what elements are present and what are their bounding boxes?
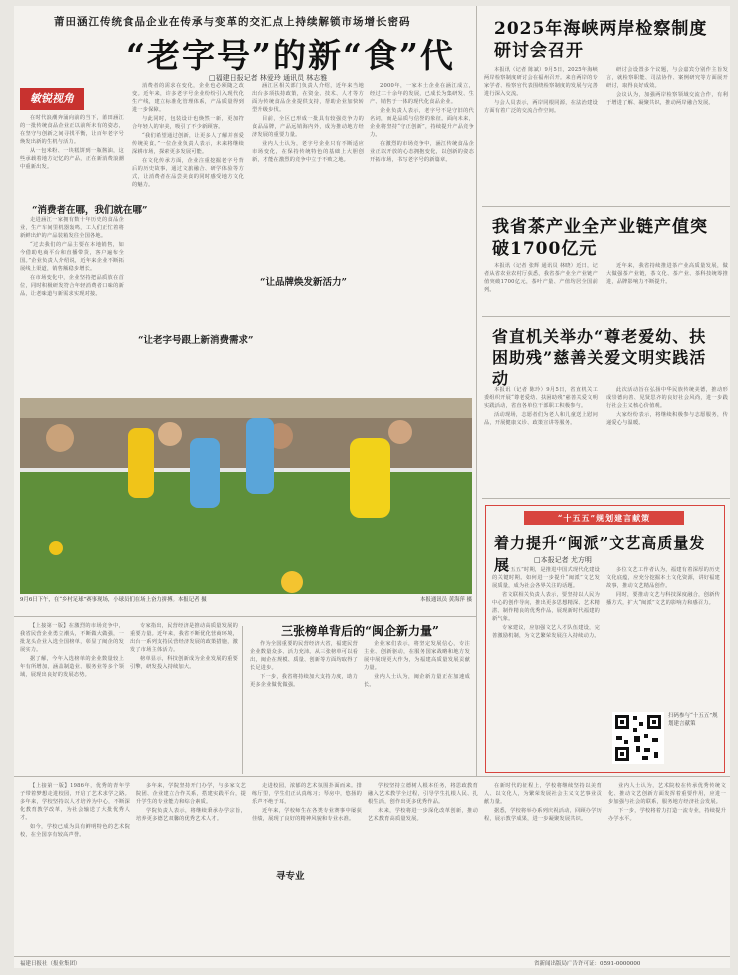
right-story2-title: 我省茶产业全产业链产值突破1700亿元 xyxy=(492,217,708,259)
plan-text-b: 多位文艺工作者认为，福建有着深厚的历史文化底蕴，应充分挖掘本土文化资源，讲好福建故事，推动文艺精品创作。 同时，要推动文艺与科技深度融合，创新传播方式，扩大“闽派”文艺的影响力和感召力。 xyxy=(606,567,720,606)
lead-subhead-2: “让老字号跟上新消费需求” xyxy=(138,335,254,346)
middle-title: 三张榜单背后的“闽企新力量” xyxy=(281,624,439,638)
right-story1-title: 2025年海峡两岸检察制度研讨会召开 xyxy=(494,19,708,61)
right-story1-text-b: 研讨会设置多个议题，与会嘉宾分别作主旨发言，就检察职能、司法协作、案例研究等方面展开研讨，取得良好成效。 会议认为，加强两岸检察领域交流合作，有利于增进了解、凝聚共识，推动两岸融合发展。 xyxy=(606,67,728,106)
lead-subhead-3: “让品牌焕发新活力” xyxy=(260,277,347,288)
lead-text-col3: 涵江区相关部门负责人介绍，近年来当地出台多项扶持政策，在资金、技术、人才等方面为传统食品企业提供支持，帮助企业加快转型升级步伐。 目前，全区已形成一批具有较强竞争力的食品品牌，产品远销海内外，成为推动地方经济发展的重要力量。 业内人士认为，老字号企业只有不断适应市场变化，在保持传统特色的基础上大胆创新，才能在激烈的竞争中立于不败之地。 xyxy=(252,83,364,163)
plan-byline: □本报记者 尤方明 xyxy=(534,556,592,564)
bottom-text-col2: 多年来，学院坚持开门办学，与多家文艺院团、企业建立合作关系，搭建实践平台，提升学生的专业能力和综合素质。 学院负责人表示，将继续秉承办学宗旨，培养更多德艺双馨的优秀艺术人才。 xyxy=(136,783,246,822)
lead-text-col1b: 走进涵江一家拥有数十年历史的食品企业，生产车间里机器轰鸣，工人们正忙着将新鲜出炉的产品装箱发往全国各地。 “过去我们的产品主要在本地销售，如今借助电商平台和直播带货，客户遍布全国。”企业负责人介绍说，近年来企业不断拓展线上渠道，销售额稳步增长。 在市场变化中，企业坚持把品质放在首位，同时积极研发符合年轻消费者口味的新品，让老味道与新需求实现对接。 xyxy=(20,217,124,297)
bottom-text-col3: 走进校园，浓郁的艺术氛围扑面而来。排练厅里，学生们正认真练习；琴房中，悠扬的乐声不绝于耳。 近年来，学校师生在各类专业赛事中屡获佳绩，展现了良好的精神风貌和专业水准。 xyxy=(252,783,362,822)
lead-text-col4: 2000年，一家本土企业在涵江成立，经过二十余年的发展，已成长为集研发、生产、销售于一体的现代化食品企业。 企业负责人表示，老字号不是守旧的代名词，而是品质与信誉的象征。面向未来，企业将坚持“守正创新”，持续提升产品竞争力。 在激烈的市场竞争中，涵江传统食品企业正以开放的心态拥抱变化，以创新的姿态开拓市场，书写老字号的新篇章。 xyxy=(370,83,474,163)
lead-headline: “老字号”的新“食”代 xyxy=(126,36,455,75)
mid-text-col4: 企业家们表示，将坚定发展信心，专注主业、创新驱动，在服务国家战略和地方发展中展现更大作为，为福建高质量发展贡献力量。 业内人士认为，闽企新力量正在加速成长。 xyxy=(364,641,470,688)
bottom-text-col6: 业内人士认为，艺术院校在传承优秀传统文化、推动文艺创新方面发挥着重要作用，应进一步加强与社会的联系，服务地方经济社会发展。 下一步，学校将着力打造一流专业，持续提升办学水平。 xyxy=(608,783,726,822)
lead-text-col1a: 在时代浪潮奔涌向前的当下，莆田涵江的一批传统食品企业正以前所未有的姿态，在坚守与创新之间寻找平衡，让百年老字号焕发出新的生机与活力。 从一包米粉、一块糕饼到一瓶酱油，这些承载着地方记忆的产品，正在新消费浪潮中重新出发。 xyxy=(20,115,124,170)
qr-code-icon xyxy=(612,712,664,764)
footer-right: 省新闻出版局广告许可证：0591-0000000 xyxy=(534,961,641,967)
bottom-text-col4: 学校坚持立德树人根本任务，将思政教育融入艺术教学全过程，引导学生扎根人民、扎根生活，创作出更多优秀作品。 未来，学校将进一步深化改革创新，推动艺术教育高质量发展。 xyxy=(368,783,478,822)
footer-left: 福建日报社（报业集团） xyxy=(20,961,81,967)
right-story2-text-b: 近年来，我省持续推进茶产业高质量发展，做大做强茶产业链，茶文化、茶产业、茶科技统筹推进，品牌影响力不断提升。 xyxy=(606,263,728,285)
newspaper-page xyxy=(14,6,730,968)
right-story2-text-a: 本报讯（记者 张辉 通讯员 林晓）近日，记者从省农业农村厅获悉，我省茶产业全产业链产值突破1700亿元，茶叶产量、产值均居全国前列。 xyxy=(484,263,598,293)
plan-text-a: “十五五”时期，是推进中国式现代化建设的关键时期。如何进一步提升“闽派”文艺发展质量，成为社会各界关注的话题。 省文联相关负责人表示，要坚持以人民为中心的创作导向，推出更多思想精深、艺术精湛、制作精良的优秀作品，展现新时代福建的新气象。 专家建议，应加强文艺人才队伍建设，完善激励机制，为文艺繁荣发展注入持续动力。 xyxy=(492,567,600,639)
plan-banner: “十五五”规划建言献策 xyxy=(524,511,684,525)
right-story3-text-b: 此次活动旨在弘扬中华民族传统美德，推动形成崇德向善、见贤思齐的良好社会风尚，进一步践行社会主义核心价值观。 大家纷纷表示，将继续积极参与志愿服务，传递爱心与温暖。 xyxy=(606,387,728,426)
photo-caption: 9月6日下午，在“乡村足球”赛事现场，小球员们在场上奋力拼搏。本报记者 摄 xyxy=(20,597,207,603)
mid-text-col1: 【上接第一版】在激烈的市场竞争中，我省民营企业勇立潮头，不断做大做强，一批龙头企业入选全国榜单，彰显了闽企的发展实力。 据了解，今年入选榜单的企业数量较上年有所增加，涵盖制造业、服务业等多个领域，展现出良好的发展态势。 xyxy=(20,623,124,678)
right-story3-text-a: 本报讯（记者 陈玲）9月5日，省直机关工委组织开展“尊老爱幼、扶困助残”慈善关爱文明实践活动，省直各单位干部职工积极参与。 活动现场，志愿者们为老人和儿童送上慰问品，开展健康义诊、政策宣讲等服务。 xyxy=(484,387,598,426)
qr-caption: 扫码参与“十五五”规划建言献策 xyxy=(668,713,718,727)
lead-text-col2: 消费者的需求在变化，企业也必须随之改变。近年来，许多老字号企业纷纷引入现代化生产线，建立标准化管理体系，产品质量得到进一步保障。 与此同时，包装设计也焕然一新，更加符合年轻人的审美，吸引了不少新顾客。 “我们希望通过创新，让更多人了解并喜爱传统美食。”一位企业负责人表示，未来将继续深耕市场，探索更多发展可能。 在文化传承方面，企业注重挖掘老字号背后的历史故事，通过文旅融合、研学体验等方式，让消费者在品尝美食的同时感受地方文化的魅力。 xyxy=(132,83,244,188)
right-story3-title: 省直机关举办“尊老爱幼、扶困助残”慈善关爱文明实践活动 xyxy=(492,327,707,388)
lead-subhead-1: “消费者在哪，我们就在哪” xyxy=(32,205,148,216)
football-photo-illustration xyxy=(20,398,472,594)
mid-text-col2: 专家指出，民营经济是推动高质量发展的重要力量。近年来，我省不断优化营商环境，出台一系列支持民营经济发展的政策措施，激发了市场主体活力。 榜单显示，科技创新成为企业发展的重要引擎，研发投入持续加大。 xyxy=(130,623,238,670)
football-photo xyxy=(20,398,472,594)
bottom-text-col1: 【上接第一版】1986年，优秀的青年学子带着梦想走进校园，开启了艺术求学之路。多年来，学校坚持以人才培养为中心，不断深化教育教学改革，为社会输送了大批优秀人才。 如今，学校已成为具有鲜明特色的艺术院校，在全国享有较高声誉。 xyxy=(20,783,130,838)
logo-badge: 敏锐视角 xyxy=(20,88,84,110)
bottom-text-col5: 在新时代的征程上，学校将继续坚持以美育人、以文化人，为繁荣发展社会主义文艺事业贡献力量。 据悉，学校将举办系列庆祝活动，回顾办学历程，展示教学成果，进一步凝聚发展共识。 xyxy=(484,783,602,822)
lead-kicker: 莆田涵江传统食品企业在传承与变革的交汇点上持续解锁市场增长密码 xyxy=(54,16,411,28)
qr-code[interactable] xyxy=(612,712,664,764)
photo-credit: 本报通讯员 黄海萍 摄 xyxy=(420,597,472,603)
right-story1-text-a: 本报讯（记者 陈斌）9月5日，2025年海峡两岸检察制度研讨会在福州召开。来自两岸的专家学者、检察官代表围绕检察制度的发展与完善进行深入交流。 与会人员表示，两岸同根同源，在法治建设方面有着广泛的交流合作空间。 xyxy=(484,67,598,114)
mid-text-col3: 作为全国重要的民营经济大省，福建民营企业数量众多、活力充沛。从三张榜单可以看出，闽企在规模、质量、创新等方面均取得了长足进步。 下一步，我省将持续加大支持力度，助力更多企业做优做强。 xyxy=(250,641,358,688)
bottom-subhead: 寻专业 xyxy=(276,871,305,882)
lead-byline: □福建日报记者 林爱玲 通讯员 林志雅 xyxy=(209,74,328,82)
plan-title: 着力提升“闽派”文艺高质量发展 xyxy=(494,534,706,574)
